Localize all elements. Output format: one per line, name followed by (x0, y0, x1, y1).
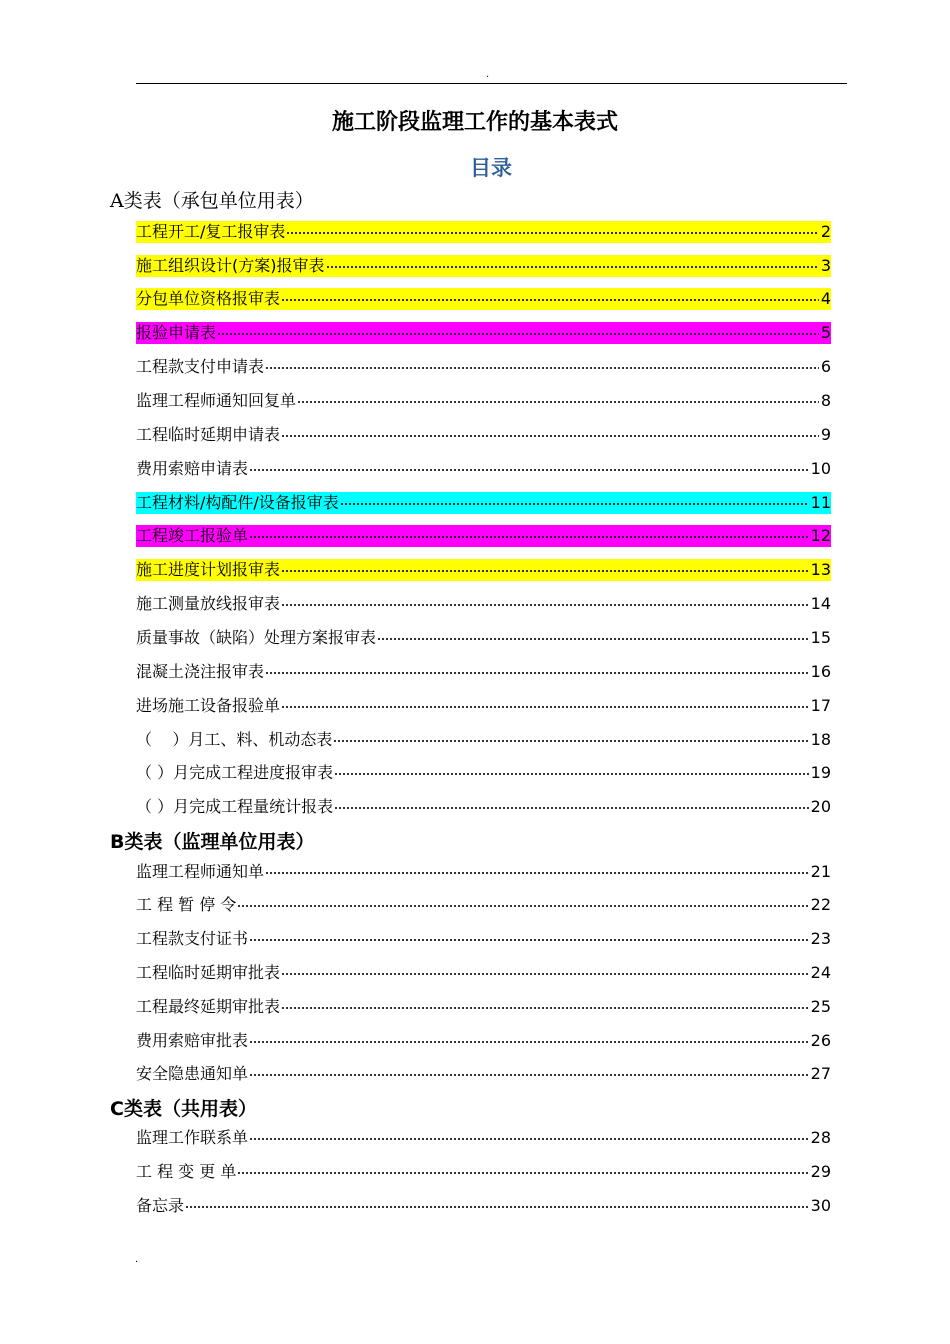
section-a-heading: A类表（承包单位用表） (110, 190, 314, 212)
dot-leader (334, 772, 809, 778)
toc-entry[interactable] (136, 593, 831, 615)
toc-entry-page: 16 (810, 662, 831, 681)
toc-entry-page: 3 (820, 256, 831, 275)
toc-entry-page: 21 (810, 862, 831, 881)
toc-entry-label: 质量事故（缺陷）处理方案报审表 (136, 628, 377, 647)
toc-entry-page: 27 (810, 1064, 831, 1083)
toc-entry-label: 工 程 暂 停 令 (136, 895, 237, 914)
dot-leader (249, 468, 809, 474)
dot-leader (281, 705, 809, 711)
toc-entry-page: 28 (810, 1128, 831, 1147)
toc-entry-label: 监理工程师通知单 (136, 862, 265, 881)
dot-leader (217, 332, 819, 338)
toc-entry[interactable] (136, 255, 831, 277)
header-rule (136, 83, 847, 84)
dot-leader (281, 569, 809, 575)
toc-entry-page: 20 (810, 797, 831, 816)
toc-entry-page: 5 (820, 323, 831, 342)
toc-entry-label: 工程最终延期审批表 (136, 997, 281, 1016)
toc-entry-label: 工 程 变 更 单 (136, 1162, 237, 1181)
toc-entry-label: 报验申请表 (136, 323, 217, 342)
toc-entry[interactable] (136, 492, 831, 514)
toc-entry-page: 4 (820, 289, 831, 308)
toc-entry[interactable] (136, 1195, 831, 1217)
toc-entry-label: 施工进度计划报审表 (136, 560, 281, 579)
toc-entry[interactable] (136, 525, 831, 547)
toc-entry-page: 6 (820, 357, 831, 376)
toc-entry-label: 监理工程师通知回复单 (136, 391, 297, 410)
dot-leader (237, 1171, 808, 1177)
dot-leader (340, 502, 809, 508)
toc-entry-label: 备忘录 (136, 1196, 185, 1215)
toc-entry[interactable] (136, 729, 831, 751)
dot-leader (281, 603, 809, 609)
toc-entry[interactable] (136, 695, 831, 717)
dot-leader (281, 1006, 809, 1012)
toc-entry[interactable] (136, 928, 831, 950)
toc-entry-page: 18 (810, 730, 831, 749)
toc-entry-label: （ ）月工、料、机动态表 (136, 730, 333, 749)
toc-entry[interactable] (136, 424, 831, 446)
toc-entry-page: 19 (810, 763, 831, 782)
dot-leader (249, 535, 809, 541)
dot-leader (185, 1205, 809, 1211)
toc-entry-page: 2 (820, 222, 831, 241)
toc-entry[interactable] (136, 861, 831, 883)
dot-leader (249, 1040, 809, 1046)
toc-entry-page: 24 (810, 963, 831, 982)
toc-entry[interactable] (136, 458, 831, 480)
toc-entry-label: 分包单位资格报审表 (136, 289, 281, 308)
toc-entry-page: 29 (810, 1162, 831, 1181)
toc-entry-label: 工程开工/复工报审表 (136, 222, 286, 241)
toc-entry-page: 17 (810, 696, 831, 715)
toc-entry[interactable] (136, 796, 831, 818)
toc-entry-page: 15 (810, 628, 831, 647)
toc-entry[interactable] (136, 288, 831, 310)
dot-leader (237, 904, 808, 910)
toc-entry[interactable] (136, 661, 831, 683)
toc-entry-page: 11 (810, 493, 831, 512)
dot-leader (377, 637, 809, 643)
toc-entry-label: 监理工作联系单 (136, 1128, 249, 1147)
toc-entry[interactable] (136, 996, 831, 1018)
dot-leader (334, 806, 809, 812)
toc-entry[interactable] (136, 559, 831, 581)
toc-entry[interactable] (136, 1161, 831, 1183)
dot-leader (281, 434, 819, 440)
toc-entry-label: 工程材料/构配件/设备报审表 (136, 493, 339, 512)
toc-entry-page: 26 (810, 1031, 831, 1050)
toc-entry[interactable] (136, 221, 831, 243)
toc-entry-page: 30 (810, 1196, 831, 1215)
toc-entry-label: 工程款支付申请表 (136, 357, 265, 376)
toc-entry[interactable] (136, 1063, 831, 1085)
dot-leader (265, 871, 809, 877)
dot-leader (249, 1137, 809, 1143)
toc-entry-label: 进场施工设备报验单 (136, 696, 281, 715)
toc-entry[interactable] (136, 356, 831, 378)
footer-mark: . (135, 1254, 139, 1265)
dot-leader (265, 366, 819, 372)
toc-entry-label: 费用索赔审批表 (136, 1031, 249, 1050)
dot-leader (286, 231, 818, 237)
dot-leader (281, 972, 809, 978)
toc-entry-label: （ ）月完成工程进度报审表 (136, 763, 334, 782)
document-title: 施工阶段监理工作的基本表式 (331, 110, 618, 135)
toc-entry-page: 13 (810, 560, 831, 579)
toc-entry-page: 22 (810, 895, 831, 914)
toc-entry-page: 9 (820, 425, 831, 444)
dot-leader (281, 298, 819, 304)
section-c-heading: C类表（共用表） (110, 1098, 257, 1120)
dot-leader (265, 671, 809, 677)
toc-entry-label: 安全隐患通知单 (136, 1064, 249, 1083)
toc-entry-label: 工程竣工报验单 (136, 526, 249, 545)
toc-entry-label: 费用索赔申请表 (136, 459, 249, 478)
toc-entry-label: （ ）月完成工程量统计报表 (136, 797, 334, 816)
toc-entry-page: 10 (810, 459, 831, 478)
toc-title: 目录 (470, 156, 512, 180)
toc-entry[interactable] (136, 1127, 831, 1149)
dot-leader (326, 265, 819, 271)
toc-entry[interactable] (136, 1030, 831, 1052)
toc-entry-page: 25 (810, 997, 831, 1016)
toc-entry-page: 8 (820, 391, 831, 410)
section-b-heading: B类表（监理单位用表） (110, 831, 315, 853)
toc-entry[interactable] (136, 762, 831, 784)
dot-leader (297, 400, 819, 406)
toc-entry-page: 14 (810, 594, 831, 613)
toc-entry-page: 23 (810, 929, 831, 948)
toc-entry-label: 施工测量放线报审表 (136, 594, 281, 613)
toc-entry-label: 工程临时延期申请表 (136, 425, 281, 444)
toc-entry[interactable] (136, 390, 831, 412)
toc-entry[interactable] (136, 962, 831, 984)
toc-entry-label: 工程临时延期审批表 (136, 963, 281, 982)
toc-entry-label: 混凝土浇注报审表 (136, 662, 265, 681)
dot-leader (333, 739, 808, 745)
toc-entry[interactable] (136, 894, 831, 916)
dot-leader (249, 1073, 809, 1079)
toc-entry[interactable] (136, 322, 831, 344)
toc-entry-label: 施工组织设计(方案)报审表 (136, 256, 325, 275)
dot-leader (249, 938, 809, 944)
header-mark: . (486, 69, 490, 80)
toc-entry-page: 12 (810, 526, 831, 545)
toc-entry[interactable] (136, 627, 831, 649)
toc-entry-label: 工程款支付证书 (136, 929, 249, 948)
